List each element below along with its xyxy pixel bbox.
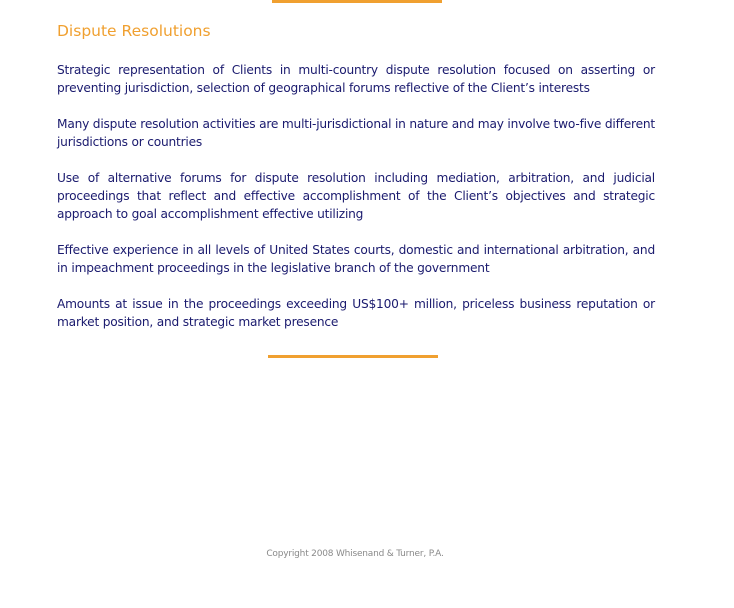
section-content [57,61,655,349]
paragraph-multi-jurisdictional: Many dispute resolution activities are multi-jurisdictional in nature and may involve two-five different jurisdictions or countries [57,117,655,149]
top-divider [272,0,442,3]
copyright-footer: Copyright 2008 Whisenand & Turner, P.A. [266,549,444,559]
paragraph-multi-country-representation: Strategic representation of Clients in multi-country dispute resolution focused on asserting or preventing jurisdiction, selection of geographical forums reflective of the Client’s interests [57,63,655,95]
bottom-divider [268,355,438,358]
paragraph-court-experience: Effective experience in all levels of United States courts, domestic and international arbitration, and in impeachment proceedings in the legislative branch of the government [57,243,655,275]
paragraph-amounts-at-issue: Amounts at issue in the proceedings exceeding US$100+ million, priceless business reputation or market position, and strategic market presence [57,297,655,329]
section-title: Dispute Resolutions [57,22,211,40]
paragraph-alternative-forums: Use of alternative forums for dispute resolution including mediation, arbitration, and judicial proceedings that reflect and effective accomplishment of the Client’s objectives and strategic approach to goal accomplishment effective utilizing [57,171,655,221]
